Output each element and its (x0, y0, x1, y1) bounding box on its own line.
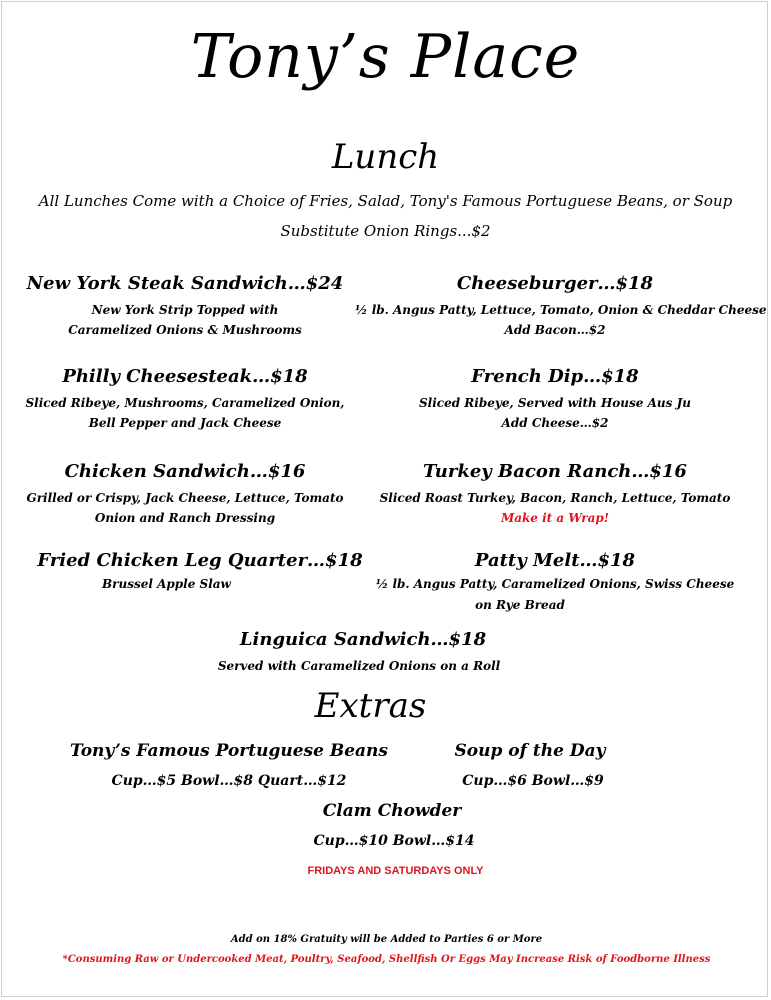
item-desc-cheeseburger-1: ½ lb. Angus Patty, Lettuce, Tomato, Onion & Cheddar Cheese (355, 303, 767, 317)
item-desc-patty-melt-2: on Rye Bread (475, 598, 565, 612)
lunch-intro-line2: Substitute Onion Rings...$2 (280, 222, 491, 240)
extra-beans-price: Cup…$5 Bowl…$8 Quart…$12 (111, 773, 347, 789)
lunch-heading: Lunch (331, 137, 440, 177)
item-desc-philly-2: Bell Pepper and Jack Cheese (88, 416, 282, 430)
item-title-cheeseburger: Cheeseburger…$18 (456, 273, 654, 294)
item-desc-linguica-1: Served with Caramelized Onions on a Roll (217, 659, 501, 673)
extra-soup-title: Soup of the Day (454, 741, 606, 761)
extra-soup-price: Cup…$6 Bowl…$9 (462, 773, 604, 789)
item-title-french-dip: French Dip…$18 (471, 366, 639, 387)
item-desc-turkey-bacon-ranch-1: Sliced Roast Turkey, Bacon, Ranch, Lettuce, Tomato (379, 491, 731, 505)
item-desc-ny-steak-2: Caramelized Onions & Mushrooms (68, 323, 302, 337)
item-title-philly: Philly Cheesesteak…$18 (62, 366, 308, 387)
item-desc-make-it-a-wrap: Make it a Wrap! (500, 511, 610, 525)
extra-chowder-title: Clam Chowder (322, 801, 462, 821)
item-title-chicken-sandwich: Chicken Sandwich…$16 (64, 461, 306, 482)
item-desc-ny-steak-1: New York Strip Topped with (91, 303, 279, 317)
consumer-warning: *Consuming Raw or Undercooked Meat, Poultry, Seafood, Shellfish Or Eggs May Increase Risk of Foodborne Illness (62, 954, 711, 965)
gratuity-note: Add on 18% Gratuity will be Added to Parties 6 or More (230, 934, 543, 945)
item-title-fried-chicken: Fried Chicken Leg Quarter…$18 (37, 550, 363, 571)
chowder-days-note: FRIDAYS AND SATURDAYS ONLY (307, 865, 484, 877)
item-desc-cheeseburger-2: Add Bacon…$2 (504, 323, 606, 337)
extra-chowder-price: Cup…$10 Bowl…$14 (313, 833, 475, 849)
item-desc-fried-chicken-1: Brussel Apple Slaw (102, 577, 231, 591)
item-desc-chicken-sandwich-1: Grilled or Crispy, Jack Cheese, Lettuce, Tomato (26, 491, 344, 505)
item-title-turkey-bacon-ranch: Turkey Bacon Ranch…$16 (423, 461, 687, 482)
item-desc-french-dip-1: Sliced Ribeye, Served with House Aus Ju (419, 396, 691, 410)
item-title-ny-steak: New York Steak Sandwich…$24 (26, 273, 344, 294)
extras-heading: Extras (314, 686, 427, 726)
extra-beans-title: Tony’s Famous Portuguese Beans (70, 741, 388, 761)
lunch-intro-line1: All Lunches Come with a Choice of Fries, Salad, Tony's Famous Portuguese Beans, or Soup (38, 192, 733, 210)
item-desc-french-dip-2: Add Cheese…$2 (501, 416, 609, 430)
item-desc-patty-melt-1: ½ lb. Angus Patty, Caramelized Onions, Swiss Cheese (375, 577, 735, 591)
item-title-patty-melt: Patty Melt…$18 (474, 550, 636, 571)
restaurant-title: Tony’s Place (190, 22, 581, 92)
item-desc-philly-1: Sliced Ribeye, Mushrooms, Caramelized Onion, (25, 396, 345, 410)
item-title-linguica: Linguica Sandwich…$18 (239, 629, 487, 650)
item-desc-chicken-sandwich-2: Onion and Ranch Dressing (94, 511, 276, 525)
